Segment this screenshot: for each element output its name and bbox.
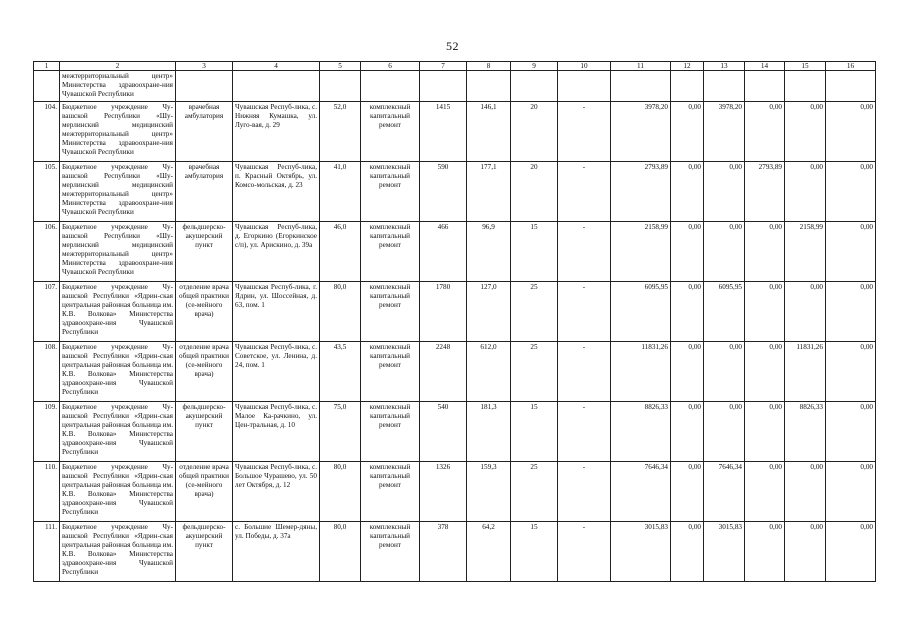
institution-name: Бюджетное учреждение Чу-вашской Республики «Шу-мерлинский медицинский межтерриториальный центр» Министерства здравоохране-ния Чувашской Республики [60,222,176,282]
facility-type: фельдшерско-акушерский пункт [176,402,233,462]
cost-col-12: 0,00 [671,222,704,282]
empty-cell [467,71,511,102]
value-col-9: 20 [511,162,558,222]
cost-total: 7646,34 [611,462,671,522]
column-number: 2 [60,62,176,71]
cost-col-14: 0,00 [745,222,785,282]
value-col-9: 20 [511,102,558,162]
facility-type: фельдшерско-акушерский пункт [176,522,233,582]
cost-col-15: 0,00 [785,162,826,222]
facility-area: 43,5 [320,342,361,402]
empty-cell [420,71,467,102]
cost-total: 2158,99 [611,222,671,282]
column-number: 1 [34,62,60,71]
page-number: 52 [446,39,459,53]
facility-type: фельдшерско-акушерский пункт [176,222,233,282]
work-type: комплексный капитальный ремонт [361,102,420,162]
cost-col-15: 0,00 [785,282,826,342]
institution-name: Бюджетное учреждение Чу-вашской Республики «Шу-мерлинский медицинский межтерриториальный центр» Министерства здравоохране-ния Чувашской Республики [60,162,176,222]
facility-type: врачебная амбулатория [176,102,233,162]
column-number: 13 [704,62,745,71]
empty-cell [511,71,558,102]
cost-col-14: 0,00 [745,402,785,462]
value-col-10: - [558,102,611,162]
table-row [34,282,876,342]
institution-name: Бюджетное учреждение Чу-вашской Республики «Ядрин-ская центральная районная больница им. К.В. Волкова» Министерства здравоохране-ния Чувашской Республики [60,282,176,342]
column-number: 11 [611,62,671,71]
cost-total: 2793,89 [611,162,671,222]
cost-col-12: 0,00 [671,282,704,342]
cost-col-15: 2158,99 [785,222,826,282]
value-col-7: 1415 [420,102,467,162]
cost-total: 6095,95 [611,282,671,342]
facility-type: отделение врача общей практики (се-мейного врача) [176,282,233,342]
row-number: 110. [34,462,60,522]
row-number: 105. [34,162,60,222]
value-col-7: 2248 [420,342,467,402]
column-number: 8 [467,62,511,71]
column-number: 6 [361,62,420,71]
cost-col-16: 0,00 [826,222,876,282]
cost-col-16: 0,00 [826,102,876,162]
table-row [34,222,876,282]
column-number: 12 [671,62,704,71]
value-col-10: - [558,402,611,462]
cost-col-15: 0,00 [785,462,826,522]
column-number: 15 [785,62,826,71]
value-col-7: 1780 [420,282,467,342]
empty-cell [361,71,420,102]
empty-cell [233,71,320,102]
cost-col-14: 0,00 [745,282,785,342]
facility-address: Чувашская Респуб-лика, с. Нижняя Кумашка, ул. Луго-вая, д. 29 [233,102,320,162]
table-row [34,462,876,522]
empty-cell [704,71,745,102]
value-col-10: - [558,522,611,582]
cost-col-14: 2793,89 [745,162,785,222]
cost-total: 3015,83 [611,522,671,582]
facility-area: 41,0 [320,162,361,222]
cost-col-15: 0,00 [785,102,826,162]
value-col-8: 146,1 [467,102,511,162]
cost-col-13: 0,00 [704,402,745,462]
institution-name: Бюджетное учреждение Чу-вашской Республики «Ядрин-ская центральная районная больница им. К.В. Волкова» Министерства здравоохране-ния Чувашской Республики [60,522,176,582]
facility-area: 80,0 [320,282,361,342]
cost-col-13: 6095,95 [704,282,745,342]
column-number: 5 [320,62,361,71]
work-type: комплексный капитальный ремонт [361,522,420,582]
cost-col-12: 0,00 [671,402,704,462]
column-number-row [34,62,876,71]
cost-col-16: 0,00 [826,282,876,342]
cost-col-16: 0,00 [826,162,876,222]
row-number: 104. [34,102,60,162]
cost-col-13: 0,00 [704,342,745,402]
institution-name: Бюджетное учреждение Чу-вашской Республики «Ядрин-ская центральная районная больница им. К.В. Волкова» Министерства здравоохране-ния Чувашской Республики [60,342,176,402]
cost-col-12: 0,00 [671,522,704,582]
work-type: комплексный капитальный ремонт [361,222,420,282]
row-number: 106. [34,222,60,282]
facility-area: 75,0 [320,402,361,462]
cost-col-12: 0,00 [671,462,704,522]
value-col-7: 1326 [420,462,467,522]
empty-cell [611,71,671,102]
table-row [34,102,876,162]
value-col-9: 25 [511,342,558,402]
cost-col-14: 0,00 [745,522,785,582]
row-number: 107. [34,282,60,342]
value-col-9: 25 [511,462,558,522]
cost-col-13: 0,00 [704,162,745,222]
facility-area: 80,0 [320,462,361,522]
cost-col-16: 0,00 [826,462,876,522]
value-col-8: 612,0 [467,342,511,402]
column-number: 16 [826,62,876,71]
facility-type: отделение врача общей практики (се-мейного врача) [176,462,233,522]
row-number: 109. [34,402,60,462]
row-number: 111. [34,522,60,582]
work-type: комплексный капитальный ремонт [361,162,420,222]
value-col-7: 540 [420,402,467,462]
value-col-10: - [558,222,611,282]
column-number: 4 [233,62,320,71]
facility-address: с. Большие Шемер-дяны, ул. Победы, д. 37а [233,522,320,582]
cost-total: 11831,26 [611,342,671,402]
value-col-8: 181,3 [467,402,511,462]
work-type: комплексный капитальный ремонт [361,462,420,522]
value-col-8: 96,9 [467,222,511,282]
empty-cell [671,71,704,102]
institution-name: Бюджетное учреждение Чу-вашской Республики «Ядрин-ская центральная районная больница им. К.В. Волкова» Министерства здравоохране-ния Чувашской Республики [60,462,176,522]
facility-address: Чувашская Респуб-лика, г. Ядрин, ул. Шоссейная, д. 63, пом. 1 [233,282,320,342]
table-row [34,402,876,462]
cost-col-15: 11831,26 [785,342,826,402]
value-col-10: - [558,282,611,342]
cost-col-14: 0,00 [745,462,785,522]
value-col-7: 466 [420,222,467,282]
cost-col-16: 0,00 [826,522,876,582]
institution-name: Бюджетное учреждение Чу-вашской Республики «Шу-мерлинский медицинский межтерриториальный центр» Министерства здравоохране-ния Чувашской Республики [60,102,176,162]
row-number: 108. [34,342,60,402]
value-col-10: - [558,462,611,522]
institution-name: межтерриториальный центр» Министерства здравоохране-ния Чувашской Республики [60,71,176,102]
empty-cell [785,71,826,102]
facility-address: Чувашская Респуб-лика, с. Большое Чурашево, ул. 50 лет Октября, д. 12 [233,462,320,522]
cost-col-15: 8826,33 [785,402,826,462]
value-col-8: 64,2 [467,522,511,582]
cost-col-12: 0,00 [671,102,704,162]
value-col-9: 15 [511,522,558,582]
value-col-9: 15 [511,222,558,282]
cost-col-14: 0,00 [745,342,785,402]
value-col-10: - [558,342,611,402]
column-number: 3 [176,62,233,71]
cost-total: 3978,20 [611,102,671,162]
facility-address: Чувашская Респуб-лика, с. Малое Ка-рачкино, ул. Цен-тральная, д. 10 [233,402,320,462]
work-type: комплексный капитальный ремонт [361,342,420,402]
empty-cell [745,71,785,102]
empty-cell [826,71,876,102]
cost-col-12: 0,00 [671,162,704,222]
cost-col-13: 3015,83 [704,522,745,582]
cost-col-13: 7646,34 [704,462,745,522]
work-type: комплексный капитальный ремонт [361,402,420,462]
cost-col-13: 0,00 [704,222,745,282]
facility-area: 46,0 [320,222,361,282]
table-row [34,342,876,402]
value-col-9: 15 [511,402,558,462]
facility-area: 52,0 [320,102,361,162]
cost-col-12: 0,00 [671,342,704,402]
work-type: комплексный капитальный ремонт [361,282,420,342]
facility-address: Чувашская Респуб-лика, д. Егоркино (Егоркинское с/п), ул. Арискино, д. 39а [233,222,320,282]
empty-cell [558,71,611,102]
continuation-row [34,71,876,102]
value-col-10: - [558,162,611,222]
cost-total: 8826,33 [611,402,671,462]
facility-type: врачебная амбулатория [176,162,233,222]
cost-col-16: 0,00 [826,402,876,462]
table-row [34,162,876,222]
value-col-8: 127,0 [467,282,511,342]
value-col-7: 590 [420,162,467,222]
empty-cell [320,71,361,102]
empty-cell [176,71,233,102]
cost-col-14: 0,00 [745,102,785,162]
facility-address: Чувашская Респуб-лика, п. Красный Октябрь, ул. Комсо-мольская, д. 23 [233,162,320,222]
cost-col-15: 0,00 [785,522,826,582]
capital-repair-table [33,61,876,582]
value-col-8: 177,1 [467,162,511,222]
column-number: 14 [745,62,785,71]
value-col-7: 378 [420,522,467,582]
column-number: 10 [558,62,611,71]
value-col-9: 25 [511,282,558,342]
column-number: 9 [511,62,558,71]
facility-area: 80,0 [320,522,361,582]
cost-col-13: 3978,20 [704,102,745,162]
table-row [34,522,876,582]
cost-col-16: 0,00 [826,342,876,402]
facility-type: отделение врача общей практики (се-мейного врача) [176,342,233,402]
facility-address: Чувашская Респуб-лика, с. Советское, ул. Ленина, д. 24, пом. 1 [233,342,320,402]
column-number: 7 [420,62,467,71]
value-col-8: 159,3 [467,462,511,522]
institution-name: Бюджетное учреждение Чу-вашской Республики «Ядрин-ская центральная районная больница им. К.В. Волкова» Министерства здравоохране-ния Чувашской Республики [60,402,176,462]
empty-cell [34,71,60,102]
